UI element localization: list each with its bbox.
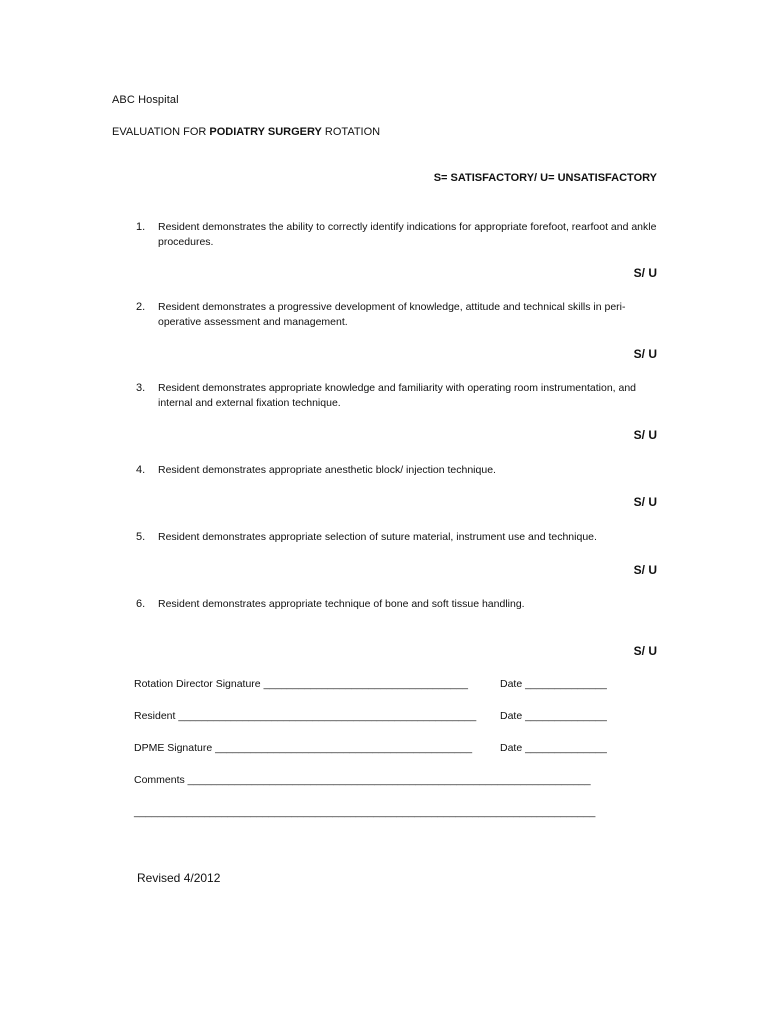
item-rating: S/ U [633,495,657,509]
item-number: 5. [136,531,146,543]
rotation-director-date-field[interactable]: Date ______________ [500,678,607,690]
item-rating: S/ U [633,428,657,442]
item-text: Resident demonstrates appropriate technique of bone and soft tissue handling. [158,598,525,610]
title-suffix: ROTATION [321,126,381,138]
item-number: 1. [136,221,146,233]
item-number: 6. [136,598,146,610]
comments-line[interactable]: _______________________________________________________________________________ [134,806,596,818]
dpme-date-field[interactable]: Date ______________ [500,742,607,754]
comments-field[interactable]: Comments _____________________________________________________________________ [134,774,591,786]
item-rating: S/ U [633,563,657,577]
resident-signature-field[interactable]: Resident ___________________________________________________ [134,710,477,722]
item-text: Resident demonstrates appropriate knowledge and familiarity with operating room instrumentation, and internal and external fixation technique. [158,382,637,409]
title-rotation-name: PODIATRY SURGERY [209,126,322,138]
item-text: Resident demonstrates the ability to correctly identify indications for appropriate forefoot, rearfoot and ankle procedures. [158,221,657,248]
dpme-signature-field[interactable]: DPME Signature ____________________________________________ [134,742,473,754]
evaluation-title [112,126,380,138]
item-text: Resident demonstrates appropriate anesthetic block/ injection technique. [158,464,496,476]
hospital-name: ABC Hospital [112,94,179,106]
item-number: 2. [136,301,146,313]
resident-date-field[interactable]: Date ______________ [500,710,607,722]
item-rating: S/ U [633,347,657,361]
item-rating: S/ U [633,266,657,280]
title-prefix: EVALUATION FOR [112,126,210,138]
rotation-director-signature-field[interactable]: Rotation Director Signature ___________________________________ [134,678,468,690]
item-text: Resident demonstrates a progressive development of knowledge, attitude and technical skills in peri-operative assessment and management. [158,301,626,328]
revision-note: Revised 4/2012 [137,871,221,885]
item-text: Resident demonstrates appropriate selection of suture material, instrument use and technique. [158,531,597,543]
rating-legend: S= SATISFACTORY/ U= UNSATISFACTORY [433,172,657,184]
item-rating: S/ U [633,644,657,658]
item-number: 3. [136,382,146,394]
item-number: 4. [136,464,146,476]
